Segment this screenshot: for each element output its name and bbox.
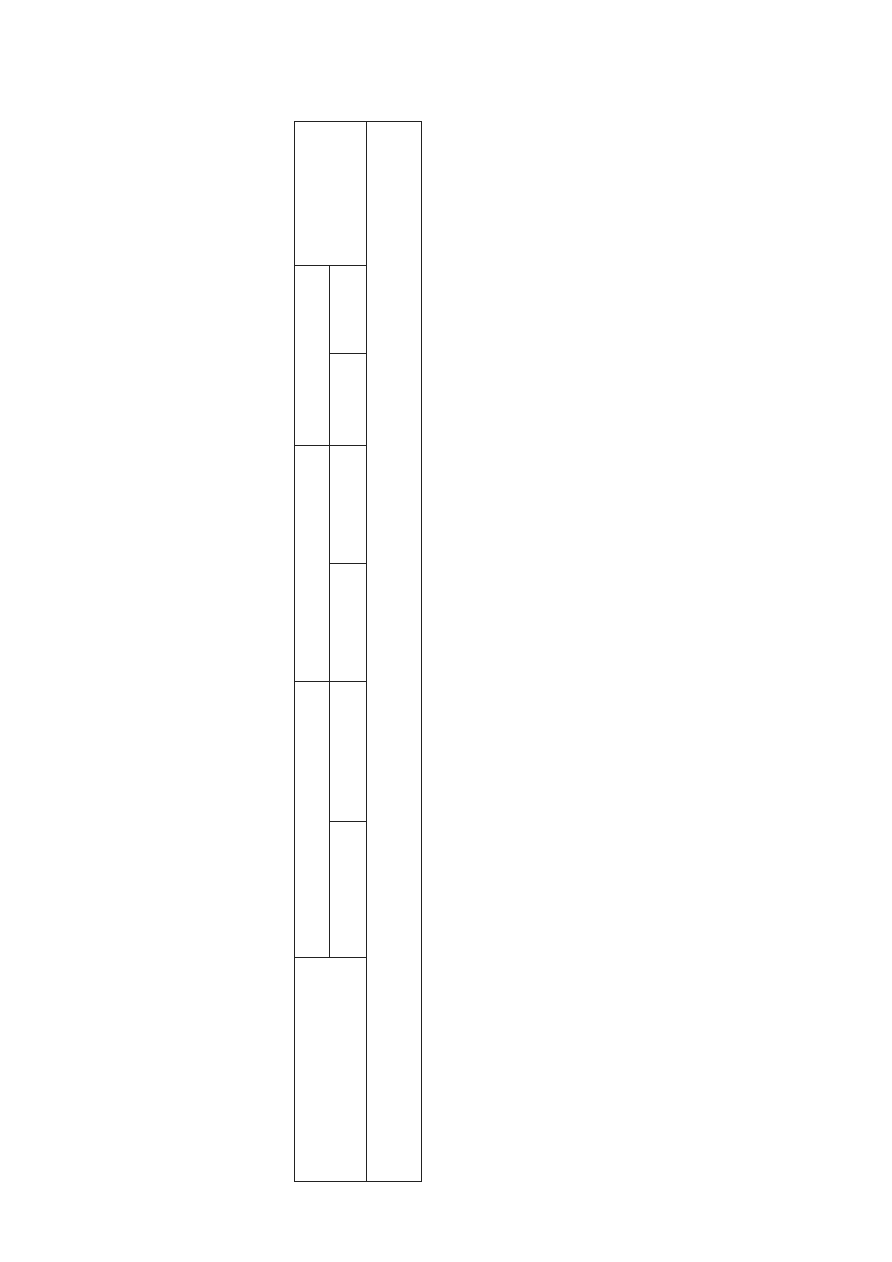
header-no-tender (295, 122, 367, 266)
header-corner-cell (295, 958, 367, 1182)
header-method (295, 266, 330, 446)
header-scope (295, 682, 330, 958)
header-method-open (330, 354, 367, 446)
header-org-entrust (330, 446, 367, 564)
header-org-form (295, 446, 330, 682)
header-row-1 (295, 122, 330, 1182)
approval-table (294, 121, 422, 1182)
header-method-invite (330, 266, 367, 354)
header-org-self (330, 564, 367, 682)
header-scope-partial (330, 682, 367, 822)
approval-note-row (367, 122, 422, 1182)
approval-note-cell (367, 122, 422, 1182)
header-scope-full (330, 822, 367, 958)
